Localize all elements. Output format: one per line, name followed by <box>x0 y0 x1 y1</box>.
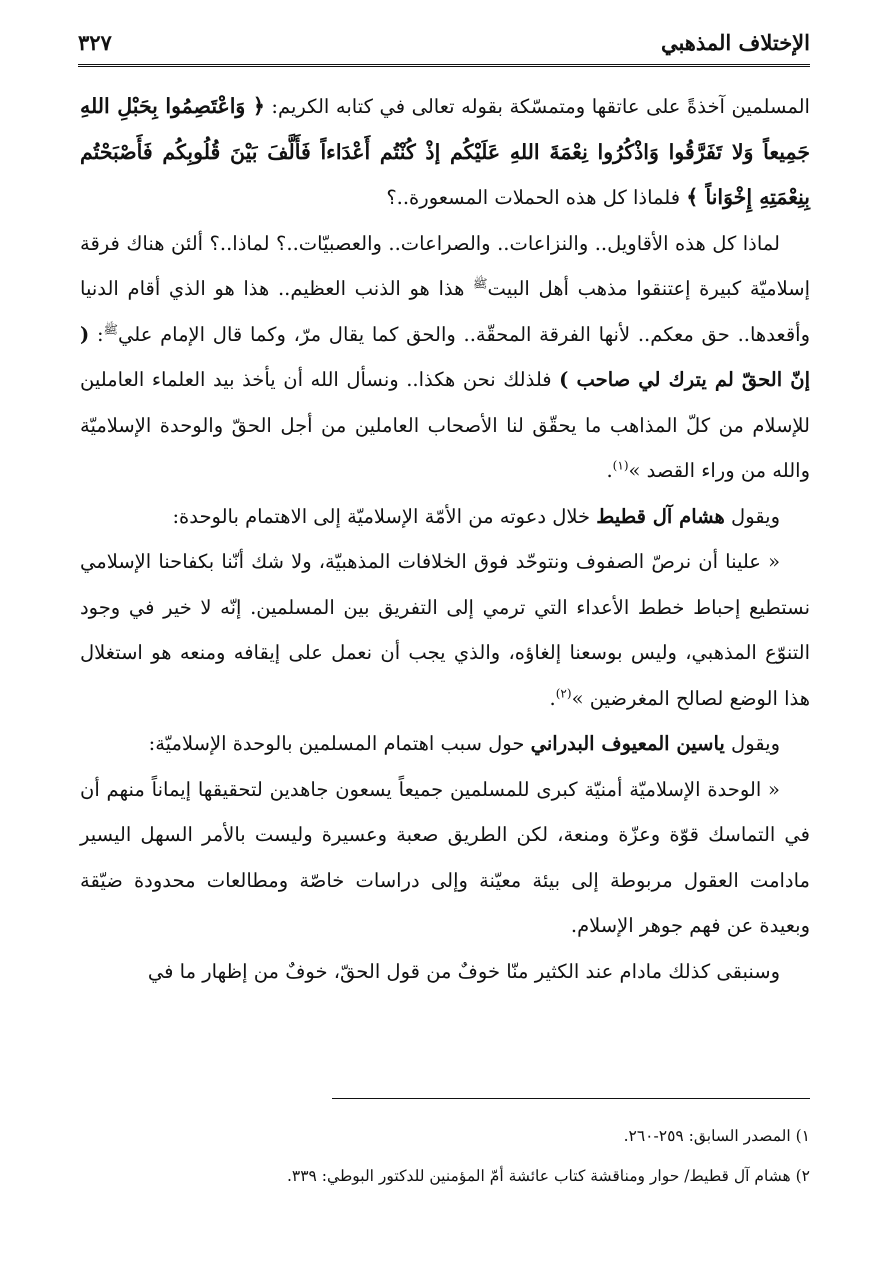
page-number: ٣٢٧ <box>78 30 112 55</box>
paragraph-4 <box>80 539 810 721</box>
body-text <box>80 84 810 994</box>
paragraph-1 <box>80 84 810 221</box>
page-header <box>78 28 810 62</box>
author-name: ياسين المعيوف البدراني <box>530 732 725 755</box>
paragraph-5 <box>80 721 810 767</box>
text-span: « الوحدة الإسلاميّة أمنيّة كبرى للمسلمين جميعاً يسعون جاهدين لتحقيقها إيماناً منهم أن في التماسك قوّة وعزّة ومنعة، لكن الطريق صعبة وعسيرة وليست بالأمر السهل اليسير مادامت العقول مربوطة إلى بيئة معيّنة وإلى دراسات خاصّة ومطالعات محدودة ضيّقة وبعيدة عن فهم جوهر الإسلام. <box>80 777 810 937</box>
text-span: خلال دعوته من الأمّة الإسلاميّة إلى الاهتمام بالوحدة: <box>172 504 597 528</box>
text-span: المسلمين آخذةً على عاتقها ومتمسّكة بقوله تعالى في كتابه الكريم: <box>264 95 810 118</box>
quran-verse: ﴿ وَاعْتَصِمُوا بِحَبْلِ اللهِ جَمِيعاً وَلا تَفَرَّقُوا وَاذْكُرُوا نِعْمَةَ اللهِ عَلَيْكُم إذْ كُنْتُم أَعْدَاءاً فَأَلَّفَ بَيْنَ قُلُوبِكُم فَأَصْبَحْتُم بِنِعْمَتِهِ إِخْوَاناً ﴾ <box>80 94 810 209</box>
paragraph-2 <box>80 221 810 494</box>
footnote-2: ٢) هشام آل قطيط/ حوار ومناقشة كتاب عائشة أمّ المؤمنين للدكتور البوطي: ٣٣٩. <box>286 1167 810 1185</box>
text-span: ويقول <box>724 732 780 755</box>
text-span: . <box>606 459 613 482</box>
footnote-1: ١) المصدر السابق: ٢٥٩-٢٦٠. <box>623 1127 810 1145</box>
text-span: فلذلك نحن هكذا.. ونسأل الله أن يأخذ بيد العلماء العاملين للإسلام من كلّ المذاهب ما يحقّق لنا الأصحاب العاملين من أجل الحقّ والوحدة الإسلاميّة والله من وراء القصد » <box>80 368 810 482</box>
text-span: هذا هو الذنب العظيم.. هذا هو الذي أقام الدنيا وأقعدها.. حق معكم.. لأنها الفرقة المحقّة.. والحق كما يقال مرّ، وكما قال الإمام علي <box>80 277 810 346</box>
text-span: . <box>549 686 556 710</box>
chapter-title: الإختلاف المذهبي <box>660 30 810 55</box>
footnotes <box>80 1116 810 1196</box>
paragraph-7 <box>80 949 810 995</box>
salutation-mark: ﷺ <box>473 276 488 291</box>
salutation-mark: ﷺ <box>103 322 119 336</box>
paragraph-3 <box>80 494 810 540</box>
author-name: هشام آل قطيط <box>596 504 725 528</box>
footnote-ref-1: (١) <box>612 458 629 473</box>
text-span: ويقول <box>724 504 780 528</box>
footnote-divider <box>332 1098 810 1099</box>
text-span: فلماذا كل هذه الحملات المسعورة..؟ <box>386 186 687 209</box>
text-span: وسنبقى كذلك مادام عند الكثير منّا خوفٌ من قول الحقّ، خوفٌ من إظهار ما في <box>147 959 780 983</box>
text-span: لماذا كل هذه الأقاويل.. والنزاعات.. والصراعات.. والعصبيّات..؟ لماذا..؟ ألئن هناك فرقة إسلاميّة كبيرة إعتنقوا مذهب أهل البيت <box>80 231 811 300</box>
footnote-ref-2: (٢) <box>555 686 572 700</box>
text-span: : <box>89 322 104 346</box>
paragraph-6 <box>80 767 810 949</box>
text-span: حول سبب اهتمام المسلمين بالوحدة الإسلاميّة: <box>148 732 531 755</box>
imam-quote: ( إنّ الحقّ لم يترك لي صاحب ) <box>80 322 810 391</box>
header-divider <box>78 64 810 67</box>
text-span: « علينا أن نرصّ الصفوف ونتوحّد فوق الخلافات المذهبيّة، ولا شك أنّنا بكفاحنا الإسلامي نستطيع إحباط خطط الأعداء التي ترمي إلى التفريق بين المسلمين. إنّه لا خير في وجود التنوّع المذهبي، وليس بوسعنا إلغاؤه، والذي يجب أن نعمل على إيقافه ومنعه هو استغلال هذا الوضع لصالح المغرضين » <box>80 550 810 710</box>
